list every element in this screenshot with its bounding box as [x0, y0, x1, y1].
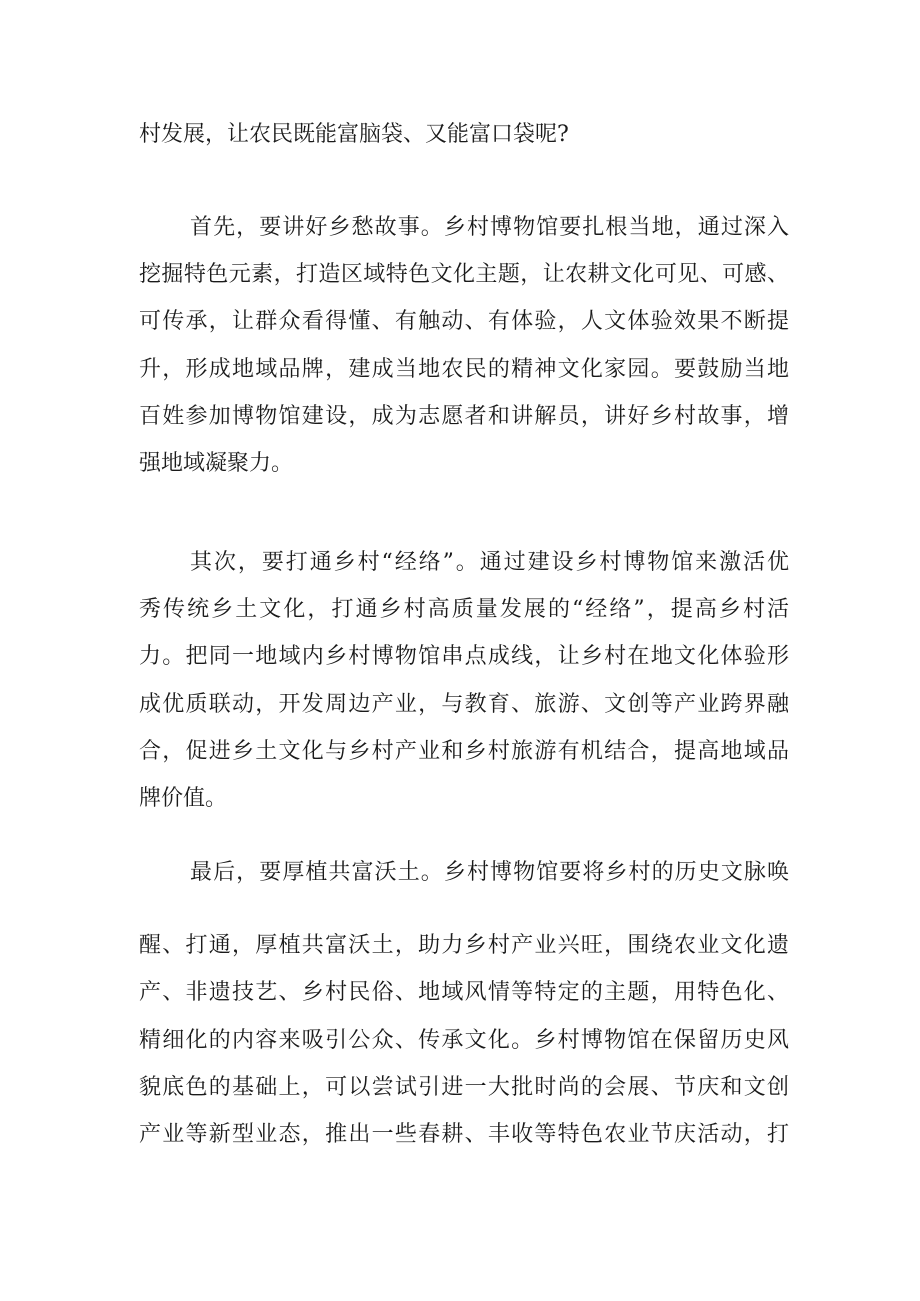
- paragraph-line: 貌底色的基础上，可以尝试引进一大批时尚的会展、节庆和文创: [139, 1075, 789, 1100]
- paragraph-line: 强地域凝聚力。: [139, 451, 294, 476]
- paragraph-line: 产、非遗技艺、乡村民俗、地域风情等特定的主题，用特色化、: [139, 980, 789, 1005]
- paragraph-line: 可传承，让群众看得懂、有触动、有体验，人文体验效果不断提: [139, 309, 789, 334]
- paragraph-line: 精细化的内容来吸引公众、传承文化。乡村博物馆在保留历史风: [139, 1028, 789, 1053]
- paragraph-line: 其次，要打通乡村“经络”。通过建设乡村博物馆来激活优: [190, 550, 789, 575]
- paragraph-line: 挖掘特色元素，打造区域特色文化主题，让农耕文化可见、可感、: [139, 262, 789, 287]
- paragraph-line: 醒、打通，厚植共富沃土，助力乡村产业兴旺，围绕农业文化遗: [139, 933, 789, 958]
- paragraph-line: 合，促进乡土文化与乡村产业和乡村旅游有机结合，提高地域品: [139, 739, 789, 764]
- paragraph-line: 牌价值。: [139, 786, 228, 811]
- paragraph-line: 成优质联动，开发周边产业，与教育、旅游、文创等产业跨界融: [139, 692, 789, 717]
- paragraph-line: 首先，要讲好乡愁故事。乡村博物馆要扎根当地，通过深入: [190, 215, 789, 240]
- paragraph-line: 升，形成地域品牌，建成当地农民的精神文化家园。要鼓励当地: [139, 357, 789, 382]
- continuation-line: 村发展，让农民既能富脑袋、又能富口袋呢?: [139, 122, 569, 147]
- paragraph-line: 百姓参加博物馆建设，成为志愿者和讲解员，讲好乡村故事，增: [139, 404, 789, 429]
- paragraph-line: 产业等新型业态，推出一些春耕、丰收等特色农业节庆活动，打: [139, 1122, 789, 1147]
- paragraph-line: 力。把同一地域内乡村博物馆串点成线，让乡村在地文化体验形: [139, 644, 789, 669]
- paragraph-line: 最后，要厚植共富沃土。乡村博物馆要将乡村的历史文脉唤: [190, 860, 789, 885]
- paragraph-line: 秀传统乡土文化，打通乡村高质量发展的“经络”，提高乡村活: [139, 597, 789, 622]
